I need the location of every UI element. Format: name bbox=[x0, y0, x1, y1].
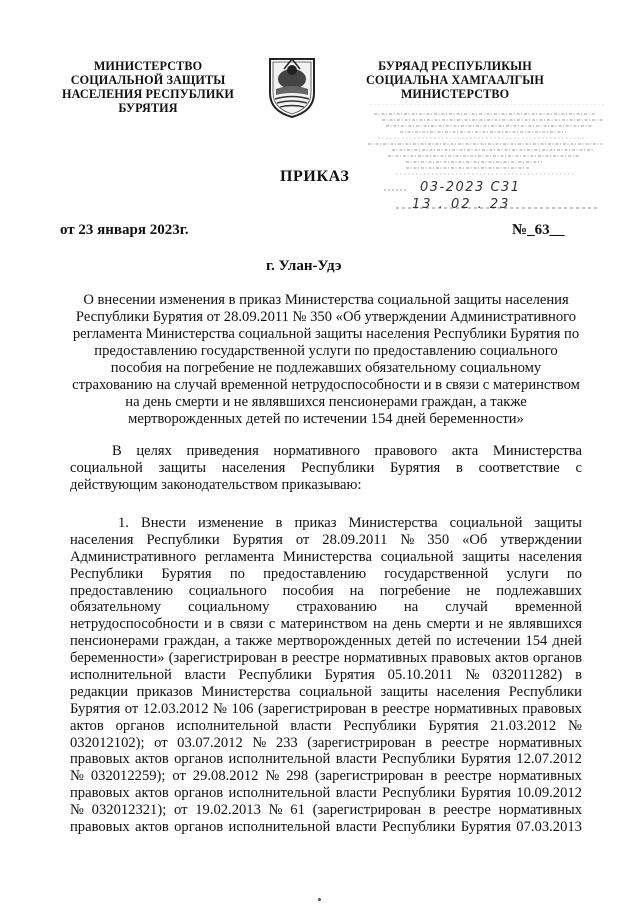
paragraph-line bbox=[70, 684, 582, 701]
word: Республики bbox=[508, 683, 582, 700]
paragraph-line bbox=[70, 785, 582, 802]
word: дней bbox=[552, 633, 582, 650]
word: обязательному bbox=[70, 599, 162, 616]
word: Бурятия bbox=[460, 819, 511, 836]
word: 154 bbox=[525, 633, 548, 650]
header-line: СОЦИАЛЬНА ХАМГААЛГЫН bbox=[366, 73, 544, 87]
paragraph-line bbox=[70, 477, 582, 494]
word: материнством bbox=[280, 616, 368, 633]
paragraph-line bbox=[70, 667, 582, 684]
word: реестре bbox=[292, 650, 340, 667]
word: исполнительной bbox=[228, 785, 331, 802]
stamp-registration-date: 13 . 02 . 23 bbox=[412, 197, 511, 212]
word: от bbox=[124, 700, 139, 717]
word: Республики bbox=[70, 565, 144, 582]
word: Бурятия bbox=[324, 667, 375, 684]
word: 61 bbox=[290, 802, 305, 819]
word: № bbox=[213, 700, 227, 717]
subject-line: Республики Бурятия от 28.09.2011 № 350 «Об утверждении Административного bbox=[75, 309, 577, 325]
word: Республики bbox=[382, 785, 456, 802]
stamp-registration-number: 03-2023 C31 bbox=[420, 180, 521, 195]
word: нормативного bbox=[273, 443, 360, 459]
document-date: от 23 января 2023г. bbox=[60, 222, 189, 238]
word: 10.09.2012 bbox=[516, 785, 582, 802]
word: населения bbox=[221, 459, 286, 476]
word: Республики bbox=[382, 819, 456, 836]
word: от bbox=[154, 734, 168, 751]
word: власти bbox=[335, 751, 377, 768]
paragraph-line bbox=[70, 583, 582, 600]
word: (зарегистрирован bbox=[168, 650, 277, 667]
word: актов bbox=[495, 650, 529, 667]
word: Республики bbox=[343, 717, 417, 734]
word: по bbox=[436, 633, 452, 650]
word: 19.02.2013 bbox=[195, 802, 261, 819]
word: социальному bbox=[188, 599, 270, 616]
word: власти bbox=[335, 785, 377, 802]
word: правовых bbox=[70, 785, 130, 802]
word: актов bbox=[135, 785, 169, 802]
word: 032012259); bbox=[90, 768, 166, 785]
document-subject bbox=[62, 292, 590, 428]
ministry-name-russian bbox=[48, 59, 248, 115]
word: от bbox=[295, 531, 310, 548]
word: 03.07.2012 bbox=[177, 734, 243, 751]
word: (зарегистрирован bbox=[307, 734, 416, 751]
word: и bbox=[204, 616, 212, 633]
word: в bbox=[281, 650, 289, 667]
word: органов bbox=[115, 717, 165, 734]
paragraph-line bbox=[70, 751, 582, 768]
word: № bbox=[70, 802, 84, 819]
word: № bbox=[268, 802, 283, 819]
word: не bbox=[466, 582, 481, 599]
word: нормативных bbox=[498, 734, 582, 751]
word: утверждении bbox=[500, 531, 582, 548]
word: (зарегистрирован bbox=[257, 700, 367, 717]
paragraph-line bbox=[70, 701, 582, 718]
word: от bbox=[172, 768, 186, 785]
word: нормативных bbox=[434, 700, 518, 717]
preamble-paragraph bbox=[70, 443, 582, 494]
word: Республики bbox=[146, 531, 220, 548]
registration-stamp bbox=[366, 104, 612, 222]
word: правовых bbox=[70, 751, 130, 768]
document-city: г. Улан-Удэ bbox=[266, 258, 342, 274]
word: социального bbox=[188, 582, 267, 599]
word: в bbox=[428, 802, 436, 819]
header-line: НАСЕЛЕНИЯ РЕСПУБЛИКИ bbox=[62, 87, 234, 101]
word: органов bbox=[532, 650, 582, 667]
subject-line: на день смерти и не являвшихся пенсионерами граждан, а также bbox=[125, 394, 527, 410]
paragraph-line bbox=[70, 549, 582, 566]
word: (зарегистрирован bbox=[315, 768, 424, 785]
word: 032011282) bbox=[492, 667, 563, 684]
word: социальной bbox=[299, 683, 372, 700]
word: изменение bbox=[198, 515, 264, 531]
word: в bbox=[575, 667, 582, 684]
subject-line: мертворожденных детей по истечении 154 дней беременности» bbox=[128, 411, 524, 427]
word: населения bbox=[518, 548, 582, 565]
word: органов bbox=[174, 785, 224, 802]
word: актов bbox=[135, 751, 169, 768]
word: погребение bbox=[379, 582, 451, 599]
word: населения bbox=[436, 683, 501, 700]
word: также bbox=[235, 633, 273, 650]
paragraph-line bbox=[70, 566, 582, 583]
word: государственной bbox=[384, 565, 489, 582]
word: реестре bbox=[444, 768, 492, 785]
word: исполнительной bbox=[228, 819, 331, 836]
word: исполнительной bbox=[176, 717, 279, 734]
word: нормативных bbox=[498, 768, 582, 785]
word: органов bbox=[174, 751, 224, 768]
word: акта bbox=[451, 443, 479, 459]
word: власти bbox=[290, 717, 332, 734]
word: Внести bbox=[140, 515, 187, 531]
header-line: СОЦИАЛЬНОЙ ЗАЩИТЫ bbox=[70, 73, 226, 87]
word: 12.03.2012 bbox=[142, 700, 209, 717]
header-line: МИНИСТЕРСТВО bbox=[400, 87, 510, 101]
word: Министерства bbox=[348, 515, 438, 531]
word: 21.03.2012 bbox=[490, 717, 557, 734]
word: в bbox=[430, 768, 438, 785]
word: 07.03.2013 bbox=[516, 819, 582, 836]
word: и bbox=[475, 616, 484, 633]
paragraph-line bbox=[70, 633, 582, 650]
word: 05.10.2011 bbox=[387, 667, 453, 684]
document-number: №_63__ bbox=[512, 222, 565, 238]
subject-line: предоставлению государственной услуги по предоставлению социального bbox=[94, 343, 558, 359]
word: населения bbox=[70, 531, 134, 548]
subject-line: О внесении изменения в приказ Министерства социальной защиты населения bbox=[83, 292, 569, 308]
word: мертворожденных bbox=[277, 633, 392, 650]
document-title: ПРИКАЗ bbox=[280, 168, 350, 185]
word: правового bbox=[374, 443, 438, 459]
word: Бурятия bbox=[460, 751, 511, 768]
word: предоставлению bbox=[263, 565, 367, 582]
word: 12.07.2012 bbox=[516, 751, 582, 768]
word: Министерства bbox=[201, 683, 291, 700]
word: реестре bbox=[382, 700, 430, 717]
word: от bbox=[174, 802, 188, 819]
page-footer-mark bbox=[318, 898, 321, 901]
word: 29.08.2012 bbox=[192, 768, 259, 785]
word: 032012321); bbox=[91, 802, 167, 819]
word: целях bbox=[136, 443, 172, 459]
word: защиты bbox=[380, 683, 429, 700]
word: 298 bbox=[286, 768, 309, 785]
word: в bbox=[217, 616, 225, 633]
word: исполнительной bbox=[228, 751, 331, 768]
word: В bbox=[112, 443, 122, 459]
subject-line: страхованию на случай временной нетрудоспособности и в связи с материнством bbox=[72, 377, 580, 393]
word: пенсионерами bbox=[70, 633, 159, 650]
word: реестре bbox=[443, 802, 491, 819]
paragraph-line bbox=[70, 532, 582, 549]
subject-line: регламента Министерства социальной защиты населения Республики Бурятия по bbox=[72, 326, 580, 342]
word: № bbox=[568, 717, 582, 734]
word: детей bbox=[396, 633, 432, 650]
paragraph-line bbox=[70, 735, 582, 752]
word: в bbox=[455, 459, 463, 476]
word: социальной bbox=[449, 515, 523, 531]
word: правовых bbox=[70, 819, 130, 836]
word: Республики bbox=[238, 667, 312, 684]
paragraph-line bbox=[70, 443, 582, 460]
word: правовых bbox=[522, 700, 582, 717]
word: Административного bbox=[70, 548, 197, 565]
word: 106 bbox=[231, 700, 254, 717]
word: в bbox=[370, 700, 378, 717]
paragraph-line bbox=[70, 515, 582, 532]
word: не bbox=[488, 616, 504, 633]
paragraph-line bbox=[70, 599, 582, 616]
word: по bbox=[566, 565, 582, 582]
word: правовых bbox=[431, 650, 491, 667]
item-1-paragraph bbox=[70, 515, 582, 836]
word: страхованию bbox=[296, 599, 377, 616]
word: день bbox=[392, 616, 422, 633]
word: приведения bbox=[186, 443, 259, 459]
word: пособия bbox=[282, 582, 334, 599]
word: предоставлению bbox=[70, 582, 173, 599]
word: защиты bbox=[534, 515, 582, 531]
word: в bbox=[425, 734, 433, 751]
word: № bbox=[465, 667, 480, 684]
word: смерти bbox=[426, 616, 471, 633]
word: социальной bbox=[380, 548, 454, 565]
word: нормативных bbox=[343, 650, 428, 667]
word: 350 bbox=[427, 531, 450, 548]
word: на bbox=[349, 582, 364, 599]
word: актов bbox=[135, 819, 169, 836]
header-line: БУРЯАД РЕСПУБЛИКЫН bbox=[378, 59, 532, 73]
word: действующим законодательством приказываю: bbox=[70, 476, 362, 493]
paragraph-line bbox=[70, 802, 582, 819]
word: приказ bbox=[294, 515, 337, 531]
paragraph-line bbox=[70, 819, 582, 836]
word: услуги bbox=[506, 565, 549, 582]
word: регламента bbox=[204, 548, 275, 565]
word: по bbox=[229, 565, 245, 582]
word: Республики bbox=[301, 459, 375, 476]
word: нетрудоспособности bbox=[70, 616, 199, 633]
word: на bbox=[403, 599, 419, 616]
word: 1. bbox=[118, 515, 129, 531]
word: Бурятия bbox=[460, 785, 511, 802]
word: с bbox=[575, 459, 582, 476]
header-line: МИНИСТЕРСТВО bbox=[93, 59, 203, 73]
word: Республики bbox=[382, 751, 456, 768]
word: № bbox=[252, 734, 267, 751]
word: с bbox=[268, 616, 276, 633]
word: исполнительной bbox=[70, 667, 172, 684]
word: беременности» bbox=[70, 650, 165, 667]
word: 032012102); bbox=[70, 734, 145, 751]
word: Бурятия bbox=[428, 717, 479, 734]
word: органов bbox=[174, 819, 224, 836]
word: связи bbox=[229, 616, 264, 633]
paragraph-line bbox=[70, 768, 582, 785]
word: № bbox=[70, 768, 84, 785]
paragraph-line bbox=[70, 616, 582, 633]
word: Бурятия bbox=[390, 459, 441, 476]
word: граждан, bbox=[163, 633, 220, 650]
subject-line: пособия на погребение не подлежавших обязательному социальному bbox=[110, 360, 542, 376]
word: Бурятия bbox=[232, 531, 283, 548]
word: Министерства bbox=[282, 548, 372, 565]
word: 28.09.2011 bbox=[322, 531, 388, 548]
word: «Об bbox=[462, 531, 488, 548]
word: реестре bbox=[441, 734, 490, 751]
word: редакции bbox=[70, 683, 129, 700]
word: а bbox=[224, 633, 231, 650]
word: власти bbox=[184, 667, 226, 684]
header-line: БУРЯТИЯ bbox=[118, 101, 178, 115]
word: истечении bbox=[456, 633, 521, 650]
word: Бурятия bbox=[161, 565, 212, 582]
word: приказов bbox=[136, 683, 193, 700]
word: Министерства bbox=[492, 443, 582, 459]
word: № bbox=[265, 768, 280, 785]
word: защиты bbox=[158, 459, 207, 476]
word: власти bbox=[335, 819, 377, 836]
word: случай bbox=[445, 599, 488, 616]
word: временной bbox=[514, 599, 582, 616]
word: на bbox=[373, 616, 388, 633]
word: подлежавших bbox=[496, 582, 582, 599]
word: № bbox=[400, 531, 415, 548]
paragraph-line bbox=[70, 650, 582, 667]
word: в bbox=[275, 515, 283, 531]
word: нормативных bbox=[498, 802, 582, 819]
word: актов bbox=[70, 717, 104, 734]
word: Бурятия bbox=[70, 700, 121, 717]
ministry-name-buryat bbox=[355, 59, 555, 101]
word: защиты bbox=[462, 548, 510, 565]
word: (зарегистрирован bbox=[312, 802, 422, 819]
word: являвшихся bbox=[508, 616, 582, 633]
word: 233 bbox=[275, 734, 298, 751]
word: соответствие bbox=[478, 459, 560, 476]
coat-of-arms-icon bbox=[262, 53, 322, 119]
paragraph-line bbox=[70, 718, 582, 735]
word: социальной bbox=[70, 459, 143, 476]
paragraph-line bbox=[70, 460, 582, 477]
